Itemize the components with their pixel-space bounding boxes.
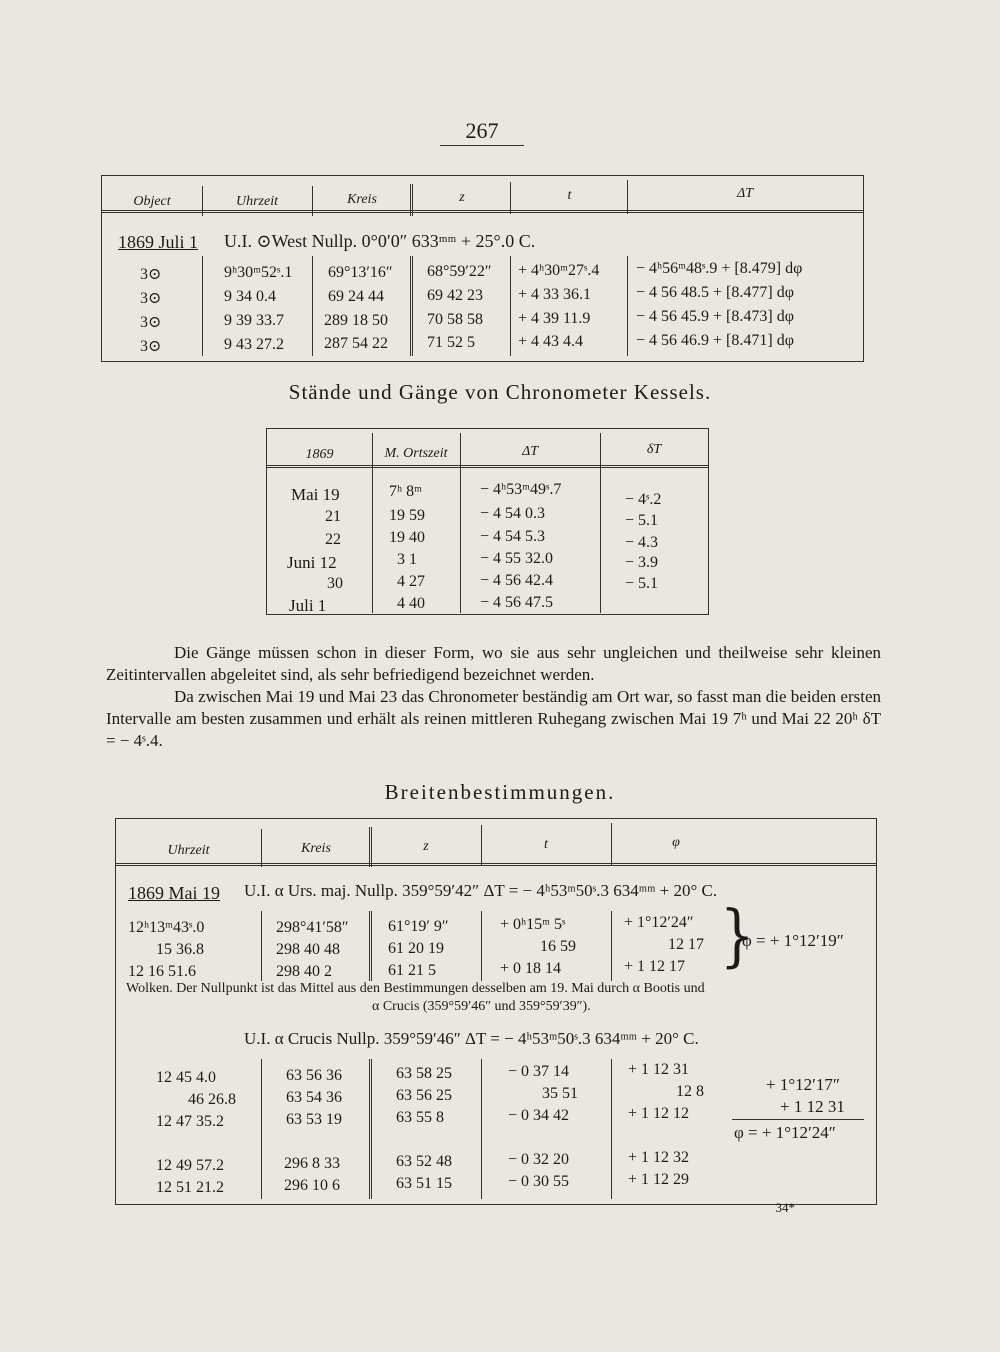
row-t: + 4 33 36.1 [518,286,592,303]
col-divider [460,433,461,613]
col-header-uhrzeit: Uhrzeit [236,194,278,209]
row-phi: + 1 12 17 [624,958,686,975]
paragraph-ruhegang: Da zwischen Mai 19 und Mai 23 das Chronometer beständig am Ort war, so fasst man die beiden ersten Intervalle am besten zusammen und erhält als reinen mittleren Ruhegang zwischen Mai 19 7ʰ und Mai 22 20ʰ δT = − 4ˢ.4. [106,687,881,750]
col-divider [261,829,262,867]
row-delta-t: − 4 56 47.5 [480,594,554,611]
page-number-rule [440,145,524,146]
row-kreis: 69 24 44 [328,288,384,305]
row-uhrzeit: 12 47 35.2 [156,1113,224,1130]
row-object: 3⊙ [140,266,162,283]
row-small-delta-t: − 4.3 [625,534,659,551]
row-t: + 0 18 14 [500,960,562,977]
row-delta-t: − 4 56 48.5 + [8.477] dφ [636,284,794,301]
sum-term: + 1°12′17″ [766,1075,840,1094]
col-header-z: z [423,839,429,854]
col-header-z: z [459,190,465,205]
row-z: 70 58 58 [427,311,483,328]
group-setup: U.I. ⊙West Nullp. 0°0′0″ 633ᵐᵐ + 25°.0 C. [224,231,536,251]
row-object: 3⊙ [140,290,162,307]
row-ortszeit: 19 40 [389,529,425,546]
row-z: 63 58 25 [396,1065,452,1082]
row-small-delta-t: − 5.1 [625,575,659,592]
row-date: Juli 1 [289,596,327,615]
row-kreis: 69°13′16″ [328,264,393,281]
row-uhrzeit: 15 36.8 [156,941,204,958]
row-kreis: 296 8 33 [284,1155,340,1172]
row-kreis: 63 56 36 [286,1067,342,1084]
row-delta-t: − 4 54 5.3 [480,528,546,545]
col-header-t: t [544,837,548,852]
row-ortszeit: 19 59 [389,507,425,524]
col-divider [369,1059,372,1199]
row-t: − 0 32 20 [508,1151,570,1168]
row-t: 35 51 [542,1085,578,1102]
row-delta-t: − 4 56 45.9 + [8.473] dφ [636,308,794,325]
row-uhrzeit: 12ʰ13ᵐ43ˢ.0 [128,919,205,936]
col-divider [510,256,511,356]
col-header-kreis: Kreis [301,841,331,856]
row-uhrzeit: 12 49 57.2 [156,1157,224,1174]
col-divider [202,256,203,356]
row-small-delta-t: − 5.1 [625,512,659,529]
col-divider [600,433,601,613]
latitude-table [115,818,877,1205]
paragraph-gaenge: Die Gänge müssen schon in dieser Form, wo sie aus sehr ungleichen und theilweise sehr kleinen Zeitintervallen abgeleitet sind, als sehr befriedigend bezeichnet werden. [106,643,881,684]
col-divider [261,911,262,981]
zero-point-note: Wolken. Der Nullpunkt ist das Mittel aus den Bestimmungen desselben am 19. Mai durch α Bootis und [126,981,705,996]
row-uhrzeit: 46 26.8 [188,1091,236,1108]
row-kreis: 289 18 50 [324,312,388,329]
row-phi: 12 17 [668,936,704,953]
col-header-object: Object [133,194,171,209]
row-date: Mai 19 [291,485,340,504]
brace-icon: } [720,896,755,975]
row-date: 21 [325,508,341,525]
col-divider [369,827,372,867]
row-date: 22 [325,531,341,548]
row-delta-t: − 4ʰ56ᵐ48ˢ.9 + [8.479] dφ [636,260,803,277]
row-kreis: 298 40 48 [276,941,340,958]
col-header-kreis: Kreis [347,192,377,207]
header-rule [102,210,863,213]
row-delta-t: − 4 56 46.9 + [8.471] dφ [636,332,794,349]
row-uhrzeit: 12 51 21.2 [156,1179,224,1196]
row-t: − 0 30 55 [508,1173,570,1190]
row-z: 68°59′22″ [427,263,492,280]
col-divider [611,911,612,981]
row-phi: + 1 12 31 [628,1061,690,1078]
col-divider [369,911,372,981]
row-z: 63 52 48 [396,1153,452,1170]
col-divider [627,256,628,356]
signature-mark: 34* [775,1200,795,1215]
row-kreis: 63 54 36 [286,1089,342,1106]
row-delta-t: − 4 55 32.0 [480,550,554,567]
col-header-delta-t: ΔT [736,186,753,201]
sum-rule [732,1119,864,1120]
col-divider [627,180,628,214]
group-result-phi: φ = + 1°12′19″ [742,931,844,950]
row-kreis: 287 54 22 [324,335,388,352]
header-rule [267,465,708,468]
row-uhrzeit: 12 45 4.0 [156,1069,216,1086]
row-ortszeit: 4 27 [397,573,425,590]
col-divider [611,823,612,865]
row-delta-t: − 4ʰ53ᵐ49ˢ.7 [480,481,562,498]
zero-point-note-2: α Crucis (359°59′46″ und 359°59′39″). [372,999,591,1014]
row-z: 61 21 5 [388,962,436,979]
row-z: 63 55 8 [396,1109,444,1126]
row-phi: + 1 12 32 [628,1149,690,1166]
row-z: 61°19′ 9″ [388,918,449,935]
row-t: + 0ʰ15ᵐ 5ˢ [500,916,566,933]
group-date: 1869 Mai 19 [128,883,220,903]
col-header-phi: φ [672,835,680,850]
col-divider [481,1059,482,1199]
col-divider [481,825,482,865]
row-object: 3⊙ [140,314,162,331]
row-kreis: 298°41′58″ [276,919,349,936]
row-phi: + 1°12′24″ [624,914,694,931]
col-divider [372,433,373,613]
group-setup: U.I. α Crucis Nullp. 359°59′46″ ΔT = − 4ʰ53ᵐ50ˢ.3 634ᵐᵐ + 20° C. [244,1029,699,1048]
row-phi: + 1 12 12 [628,1105,690,1122]
row-t: + 4ʰ30ᵐ27ˢ.4 [518,262,600,279]
row-t: + 4 43 4.4 [518,333,584,350]
col-header-year: 1869 [305,447,334,462]
col-header-delta-t: ΔT [521,444,538,459]
col-divider [481,911,482,981]
row-object: 3⊙ [140,338,162,355]
col-divider [312,256,313,356]
row-uhrzeit: 9 34 0.4 [224,288,276,305]
row-date: Juni 12 [287,553,337,572]
row-z: 71 52 5 [427,334,475,351]
col-header-ortszeit: M. Ortszeit [384,446,448,461]
group-date: 1869 Juli 1 [118,232,199,252]
group-setup: U.I. α Urs. maj. Nullp. 359°59′42″ ΔT = − 4ʰ53ᵐ50ˢ.3 634ᵐᵐ + 20° C. [244,881,718,900]
group-result-phi: φ = + 1°12′24″ [734,1123,836,1142]
section-title-breitenbestimmungen: Breitenbestimmungen. [384,780,616,804]
row-small-delta-t: − 3.9 [625,554,659,571]
row-z: 63 56 25 [396,1087,452,1104]
row-t: 16 59 [540,938,576,955]
row-ortszeit: 3 1 [397,551,417,568]
col-header-uhrzeit: Uhrzeit [167,843,210,858]
row-delta-t: − 4 54 0.3 [480,505,546,522]
col-divider [410,256,413,356]
row-ortszeit: 7ʰ 8ᵐ [389,483,422,500]
row-z: 63 51 15 [396,1175,452,1192]
header-rule [116,863,876,866]
row-t: + 4 39 11.9 [518,310,591,327]
row-kreis: 298 40 2 [276,963,332,980]
col-header-small-delta-t: δT [646,442,662,457]
page-number: 267 [465,118,499,143]
observation-table-juli-1 [101,175,864,362]
row-uhrzeit: 12 16 51.6 [128,963,196,980]
row-t: − 0 37 14 [508,1063,570,1080]
sum-term: + 1 12 31 [780,1097,845,1116]
row-phi: + 1 12 29 [628,1171,690,1188]
row-phi: 12 8 [676,1083,704,1100]
row-date: 30 [327,575,343,592]
col-divider [261,1059,262,1199]
row-small-delta-t: − 4ˢ.2 [625,491,662,508]
section-title-chronometer: Stände und Gänge von Chronometer Kessels. [288,380,712,404]
row-kreis: 63 53 19 [286,1111,342,1128]
row-t: − 0 34 42 [508,1107,570,1124]
row-uhrzeit: 9 39 33.7 [224,312,284,329]
col-divider [611,1059,612,1199]
chronometer-table [266,428,709,615]
col-header-t: t [567,188,572,203]
row-z: 69 42 23 [427,287,483,304]
row-uhrzeit: 9 43 27.2 [224,336,284,353]
row-uhrzeit: 9ʰ30ᵐ52ˢ.1 [224,264,293,281]
row-kreis: 296 10 6 [284,1177,340,1194]
row-z: 61 20 19 [388,940,444,957]
row-delta-t: − 4 56 42.4 [480,572,554,589]
row-ortszeit: 4 40 [397,595,425,612]
